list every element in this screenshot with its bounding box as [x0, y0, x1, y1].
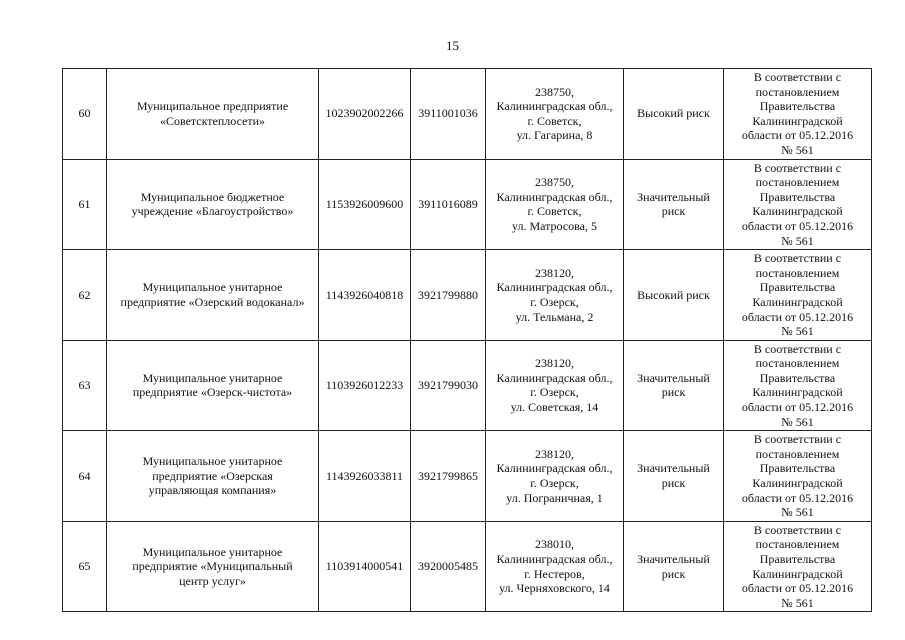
- legal-basis-line: постановлением: [755, 356, 840, 371]
- legal-basis-line: Правительства: [759, 189, 836, 204]
- legal-basis-line: Калининградской: [752, 294, 843, 309]
- legal-basis-line: Правительства: [759, 99, 836, 114]
- risk-category-line: риск: [661, 476, 686, 491]
- address-line: г. Советск,: [527, 113, 582, 128]
- legal-basis-line: № 561: [781, 414, 814, 429]
- legal-basis-line: Правительства: [759, 552, 836, 566]
- address-cell: [486, 431, 624, 522]
- address-line: 238750,: [535, 175, 574, 190]
- address-line: Калининградская обл.,: [496, 370, 613, 385]
- address-line: г. Озерск,: [530, 476, 579, 491]
- inn-cell: 3920005485: [411, 521, 486, 612]
- legal-basis-line: № 561: [781, 233, 814, 248]
- risk-category-line: риск: [661, 204, 686, 219]
- row-number-cell: 60: [63, 69, 107, 160]
- row-number-cell: 61: [63, 159, 107, 250]
- legal-basis-line: области от 05.12.2016: [741, 581, 854, 596]
- organization-name-cell: [107, 521, 319, 612]
- risk-category-cell: [624, 521, 724, 612]
- organization-name-line: Муниципальное унитарное: [142, 544, 283, 559]
- ogrn-cell: 1143926033811: [319, 431, 411, 522]
- legal-basis-line: № 561: [781, 595, 814, 610]
- organization-name-line: предприятие «Озерск-чистота»: [132, 385, 293, 400]
- address-line: г. Нестеров,: [524, 566, 585, 581]
- inn-cell: 3921799030: [411, 340, 486, 431]
- address-line: ул. Черняховского, 14: [499, 581, 610, 596]
- address-line: Калининградская обл.,: [496, 99, 613, 114]
- organization-name-line: учреждение «Благоустройство»: [131, 204, 294, 219]
- risk-category-cell: [624, 250, 724, 341]
- address-line: г. Озерск,: [530, 294, 579, 309]
- organization-name-line: центр услуг»: [179, 573, 246, 588]
- row-number-cell: 63: [63, 340, 107, 431]
- organization-name-cell: [107, 340, 319, 431]
- risk-category-cell: [624, 431, 724, 522]
- risk-category-cell: [624, 159, 724, 250]
- table-row: [63, 159, 872, 250]
- risk-category-line: Значительный: [637, 461, 710, 476]
- legal-basis-line: Калининградской: [752, 204, 843, 219]
- registry-table-body: [63, 69, 872, 612]
- address-line: ул. Пограничная, 1: [506, 490, 603, 505]
- legal-basis-line: области от 05.12.2016: [741, 490, 854, 505]
- risk-category-line: Значительный: [637, 370, 710, 385]
- inn-cell: 3911016089: [411, 159, 486, 250]
- ogrn-cell: 1103926012233: [319, 340, 411, 431]
- organization-name-line: Муниципальное унитарное: [142, 280, 283, 295]
- legal-basis-line: постановлением: [755, 84, 840, 99]
- row-number-cell: 64: [63, 431, 107, 522]
- legal-basis-line: постановлением: [755, 265, 840, 280]
- address-cell: [486, 521, 624, 612]
- legal-basis-line: Калининградской: [752, 566, 843, 581]
- risk-category-line: Высокий риск: [637, 287, 710, 302]
- address-line: 238010,: [535, 537, 574, 552]
- legal-basis-line: Калининградской: [752, 385, 843, 400]
- legal-basis-line: Правительства: [759, 280, 836, 295]
- table-row: [63, 431, 872, 522]
- legal-basis-line: № 561: [781, 142, 814, 157]
- address-cell: [486, 340, 624, 431]
- organization-name-line: Муниципальное бюджетное: [140, 189, 285, 204]
- inn-cell: 3921799880: [411, 250, 486, 341]
- address-line: г. Советск,: [527, 204, 582, 219]
- row-number-cell: 62: [63, 250, 107, 341]
- risk-category-line: Значительный: [637, 552, 710, 566]
- address-line: г. Озерск,: [530, 385, 579, 400]
- ogrn-cell: 1143926040818: [319, 250, 411, 341]
- legal-basis-line: В соответствии с: [753, 70, 842, 84]
- table-row: [63, 340, 872, 431]
- organization-name-line: Муниципальное унитарное: [142, 370, 283, 385]
- organization-name-line: предприятие «Озерская: [152, 468, 273, 483]
- inn-cell: 3911001036: [411, 69, 486, 160]
- organization-name-cell: [107, 159, 319, 250]
- organization-name-line: предприятие «Озерский водоканал»: [120, 294, 305, 309]
- legal-basis-line: области от 05.12.2016: [741, 400, 854, 415]
- risk-category-line: Высокий риск: [637, 106, 710, 121]
- legal-basis-line: № 561: [781, 505, 814, 520]
- address-line: 238120,: [535, 265, 574, 280]
- address-cell: [486, 250, 624, 341]
- address-line: 238750,: [535, 84, 574, 99]
- legal-basis-line: области от 05.12.2016: [741, 218, 854, 233]
- address-line: ул. Тельмана, 2: [515, 309, 594, 324]
- address-line: Калининградская обл.,: [496, 461, 613, 476]
- legal-basis-cell: [724, 431, 872, 522]
- registry-table: [62, 68, 872, 612]
- address-line: ул. Матросова, 5: [512, 218, 597, 233]
- organization-name-cell: [107, 250, 319, 341]
- legal-basis-line: Калининградской: [752, 476, 843, 491]
- risk-category-cell: [624, 69, 724, 160]
- address-line: Калининградская обл.,: [496, 280, 613, 295]
- legal-basis-cell: [724, 250, 872, 341]
- risk-category-cell: [624, 340, 724, 431]
- legal-basis-line: постановлением: [755, 175, 840, 190]
- legal-basis-line: области от 05.12.2016: [741, 128, 854, 143]
- legal-basis-cell: [724, 159, 872, 250]
- legal-basis-line: постановлением: [755, 537, 840, 552]
- risk-category-line: риск: [661, 385, 686, 400]
- legal-basis-line: В соответствии с: [753, 160, 842, 175]
- legal-basis-line: В соответствии с: [753, 341, 842, 356]
- legal-basis-line: Калининградской: [752, 113, 843, 128]
- legal-basis-line: области от 05.12.2016: [741, 309, 854, 324]
- table-row: [63, 521, 872, 612]
- ogrn-cell: 1103914000541: [319, 521, 411, 612]
- legal-basis-line: постановлением: [755, 446, 840, 461]
- organization-name-line: предприятие «Муниципальный: [132, 559, 293, 574]
- table-row: [63, 69, 872, 160]
- organization-name-line: «Советсктеплосети»: [159, 113, 266, 128]
- page-number: 15: [446, 38, 459, 53]
- legal-basis-cell: [724, 69, 872, 160]
- inn-cell: 3921799865: [411, 431, 486, 522]
- address-line: Калининградская обл.,: [496, 552, 613, 566]
- risk-category-line: риск: [661, 566, 686, 581]
- legal-basis-line: Правительства: [759, 370, 836, 385]
- address-cell: [486, 69, 624, 160]
- organization-name-line: Муниципальное унитарное: [142, 454, 283, 469]
- legal-basis-cell: [724, 521, 872, 612]
- legal-basis-line: В соответствии с: [753, 251, 842, 266]
- address-line: ул. Советская, 14: [510, 400, 599, 415]
- address-line: 238120,: [535, 446, 574, 461]
- organization-name-cell: [107, 69, 319, 160]
- legal-basis-line: В соответствии с: [753, 522, 842, 537]
- address-line: Калининградская обл.,: [496, 189, 613, 204]
- legal-basis-cell: [724, 340, 872, 431]
- legal-basis-line: Правительства: [759, 461, 836, 476]
- ogrn-cell: 1023902002266: [319, 69, 411, 160]
- address-cell: [486, 159, 624, 250]
- row-number-cell: 65: [63, 521, 107, 612]
- table-row: [63, 250, 872, 341]
- address-line: ул. Гагарина, 8: [516, 128, 593, 143]
- organization-name-line: управляющая компания»: [148, 483, 277, 498]
- organization-name-line: Муниципальное предприятие: [136, 99, 289, 114]
- address-line: 238120,: [535, 356, 574, 371]
- legal-basis-line: № 561: [781, 324, 814, 339]
- ogrn-cell: 1153926009600: [319, 159, 411, 250]
- legal-basis-line: В соответствии с: [753, 432, 842, 447]
- organization-name-cell: [107, 431, 319, 522]
- risk-category-line: Значительный: [637, 189, 710, 204]
